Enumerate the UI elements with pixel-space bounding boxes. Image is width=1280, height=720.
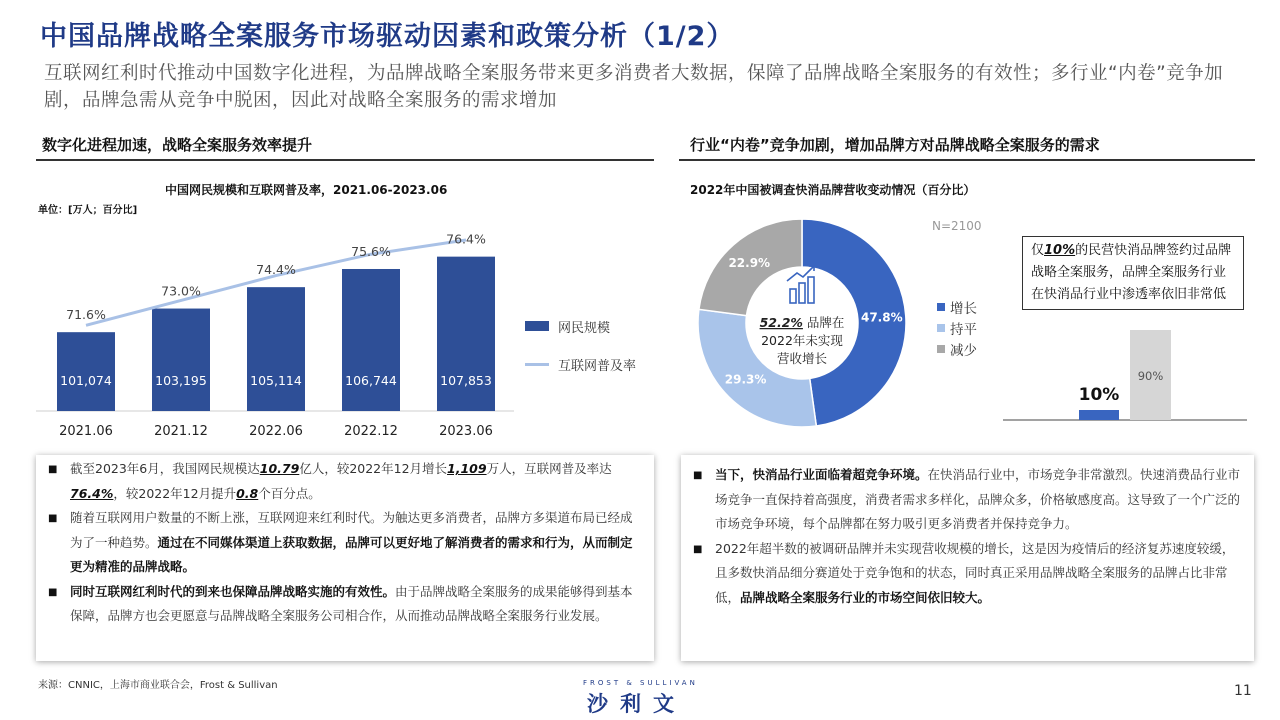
bullet-text bbox=[70, 580, 642, 629]
page-number: 11 bbox=[1234, 683, 1252, 699]
bar-value-label-2022.12: 106,744 bbox=[345, 373, 397, 388]
line-value-label-2022.06: 74.4% bbox=[256, 262, 296, 278]
bullet-item bbox=[48, 457, 642, 506]
legend-label-flat: 持平 bbox=[950, 321, 977, 338]
right-chart-title: 2022年中国被调查快消品牌营收变动情况（百分比） bbox=[690, 183, 976, 197]
donut-center-pct: 52.2% bbox=[759, 315, 803, 330]
right-bullet-list bbox=[693, 457, 1242, 610]
icon-bar-2 bbox=[799, 283, 805, 303]
brand-wordmark-small: FROST & SULLIVAN bbox=[583, 679, 698, 687]
text-run: 在快消品行业中，市场竞争非常激烈。快速消费品行业市场竞争一直保持着高强度，消费者需求多样化，品牌众多，价格敏感度高。这导致了一个广泛的市场竞争环境，每个品牌都在努力吸引更多消费者并保持竞争力。 bbox=[715, 467, 1241, 531]
mini-bar-label-unsigned: 90% bbox=[1137, 369, 1164, 383]
emphasis-text: 1,109 bbox=[447, 461, 487, 476]
emphasis-text: 0.8 bbox=[236, 485, 259, 501]
text-run: 随着互联网用户数量的不断上涨，互联网迎来红利时代。为触达更多消费者，品牌方多渠道布局已经成为了一种趋势。 bbox=[70, 510, 633, 550]
text-run: 个百分点。 bbox=[258, 485, 321, 501]
sample-size-label: N=2100 bbox=[932, 219, 982, 233]
bar-2021.06 bbox=[57, 332, 115, 411]
text-run: 仅 bbox=[1031, 243, 1045, 258]
bar-value-label-2021.06: 101,074 bbox=[60, 373, 112, 388]
callout-text bbox=[1031, 243, 1231, 302]
penetration-callout bbox=[1022, 236, 1244, 310]
emphasis-text: 当下，快消品行业面临着超竞争环境。 bbox=[715, 467, 928, 482]
text-run: 亿人，较2022年12月增长 bbox=[299, 461, 448, 476]
emphasis-text: 10% bbox=[1044, 243, 1076, 258]
emphasis-text: 品牌战略全案服务行业的市场空间依旧较大。 bbox=[740, 589, 991, 605]
bullet-square-icon: ■ bbox=[693, 470, 703, 481]
penetration-bar-chart bbox=[995, 320, 1255, 430]
legend-swatch-line bbox=[525, 363, 549, 366]
donut-legend bbox=[937, 296, 977, 359]
right-section-divider bbox=[679, 159, 1255, 161]
bar-value-label-2021.12: 103,195 bbox=[155, 373, 207, 388]
brand-logo: 沙利文 bbox=[587, 692, 686, 716]
emphasis-text: 同时互联网红利时代的到来也保障品牌战略实施的有效性。 bbox=[70, 583, 396, 599]
bullet-item bbox=[693, 463, 1242, 537]
donut-value-label-减少: 22.9% bbox=[728, 255, 771, 270]
donut-center-line-3: 营收增长 bbox=[776, 351, 828, 366]
bullet-square-icon: ■ bbox=[48, 464, 58, 475]
legend-label-grow: 增长 bbox=[950, 300, 977, 317]
text-run: 万人，互联网普及率达 bbox=[486, 461, 612, 476]
page-title: 中国品牌战略全案服务市场驱动因素和政策分析（1/2） bbox=[40, 21, 735, 52]
line-value-label-2021.12: 73.0% bbox=[161, 283, 201, 299]
page-subtitle: 互联网红利时代推动中国数字化进程，为品牌战略全案服务带来更多消费者大数据，保障了品牌战略全案服务的有效性；多行业“内卷”竞争加剧，品牌急需从竞争中脱困，因此对战略全案服务的需求增加 bbox=[44, 63, 1224, 111]
text-run: 截至2023年6月，我国网民规模达 bbox=[70, 461, 260, 476]
bullet-text bbox=[715, 463, 1242, 537]
emphasis-text: 76.4% bbox=[70, 485, 114, 501]
legend-label-bar: 网民规模 bbox=[558, 320, 611, 336]
line-value-label-2021.06: 71.6% bbox=[66, 307, 106, 323]
emphasis-text: 10.79 bbox=[259, 461, 300, 476]
legend-item-grow bbox=[937, 296, 977, 317]
donut-center-text-1: 品牌在 bbox=[802, 315, 845, 330]
text-run: 2022年超半数的被调研品牌并未实现营收规模的增长，这是因为疫情后的经济复苏速度较缓，且多数快消品细分赛道处于竞争饱和的状态，同时真正采用品牌战略全案服务的品牌占比非常低， bbox=[715, 540, 1235, 605]
bullet-text bbox=[715, 537, 1242, 611]
right-text-box bbox=[681, 455, 1254, 661]
bar-value-label-2023.06: 107,853 bbox=[440, 373, 492, 388]
bar-2022.12 bbox=[342, 269, 400, 411]
legend-item-bar bbox=[525, 307, 636, 345]
line-value-label-2022.12: 75.6% bbox=[351, 243, 391, 259]
bullet-square-icon: ■ bbox=[48, 586, 58, 598]
left-chart-title: 中国网民规模和互联网普及率，2021.06-2023.06 bbox=[165, 183, 448, 197]
right-section-title: 行业“内卷”竞争加剧，增加品牌方对品牌战略全案服务的需求 bbox=[690, 136, 1100, 154]
legend-swatch-flat bbox=[937, 324, 945, 332]
bar-value-label-2022.06: 105,114 bbox=[250, 373, 302, 388]
x-tick-label-2022.06: 2022.06 bbox=[249, 424, 303, 439]
source-note: 来源：CNNIC，上海市商业联合会，Frost & Sullivan bbox=[38, 680, 278, 691]
legend-item-down bbox=[937, 338, 977, 359]
combo-chart bbox=[0, 0, 520, 450]
emphasis-text: 通过在不同媒体渠道上获取数据，品牌可以更好地了解消费者的需求和行为，从而制定更为精准的品牌战略。 bbox=[70, 534, 633, 574]
bullet-item bbox=[48, 506, 642, 580]
legend-swatch-bar bbox=[525, 321, 549, 331]
legend-item-line bbox=[525, 345, 636, 383]
combo-legend bbox=[525, 307, 636, 383]
donut-center-line-1 bbox=[760, 315, 845, 330]
bar-2022.06 bbox=[247, 287, 305, 411]
legend-swatch-grow bbox=[937, 303, 945, 311]
bullet-item bbox=[693, 537, 1242, 611]
bullet-text bbox=[70, 506, 642, 580]
text-run: 由于品牌战略全案服务的成果能够得到基本保障，品牌方也会更愿意与品牌战略全案服务公司相合作，从而推动品牌战略全案服务行业发展。 bbox=[70, 583, 633, 623]
x-tick-label-2022.12: 2022.12 bbox=[344, 424, 398, 439]
donut-value-label-增长: 47.8% bbox=[860, 310, 903, 325]
donut-value-label-持平: 29.3% bbox=[724, 372, 767, 387]
unit-label: 单位：[万人；百分比] bbox=[38, 205, 138, 216]
x-tick-label-2023.06: 2023.06 bbox=[439, 424, 493, 439]
bullet-square-icon: ■ bbox=[48, 513, 58, 524]
legend-item-flat bbox=[937, 317, 977, 338]
mini-bar-签约 bbox=[1079, 410, 1119, 420]
left-section-title: 数字化进程加速，战略全案服务效率提升 bbox=[42, 136, 313, 154]
x-tick-label-2021.12: 2021.12 bbox=[154, 424, 208, 439]
left-bullet-list bbox=[48, 457, 642, 629]
text-run: 的民营快消品牌签约过品牌战略全案服务，品牌全案服务行业在快消品行业中渗透率依旧非常低 bbox=[1031, 243, 1232, 302]
text-run: ，较2022年12月提升 bbox=[113, 485, 237, 501]
donut-center-line-2: 2022年未实现 bbox=[761, 333, 843, 348]
bullet-text bbox=[70, 457, 642, 506]
bullet-item bbox=[48, 580, 642, 629]
legend-label-down: 减少 bbox=[950, 342, 977, 359]
legend-label-line: 互联网普及率 bbox=[558, 358, 637, 374]
bullet-square-icon: ■ bbox=[693, 543, 703, 555]
bar-2021.12 bbox=[152, 309, 210, 411]
left-text-box bbox=[36, 455, 654, 661]
icon-bar-1 bbox=[790, 289, 796, 303]
growth-chart-icon bbox=[787, 266, 814, 303]
line-value-label-2023.06: 76.4% bbox=[446, 231, 486, 247]
mini-bar-label-signed: 10% bbox=[1078, 385, 1120, 405]
legend-swatch-down bbox=[937, 345, 945, 353]
x-tick-label-2021.06: 2021.06 bbox=[59, 424, 113, 439]
icon-bar-3 bbox=[808, 277, 814, 303]
